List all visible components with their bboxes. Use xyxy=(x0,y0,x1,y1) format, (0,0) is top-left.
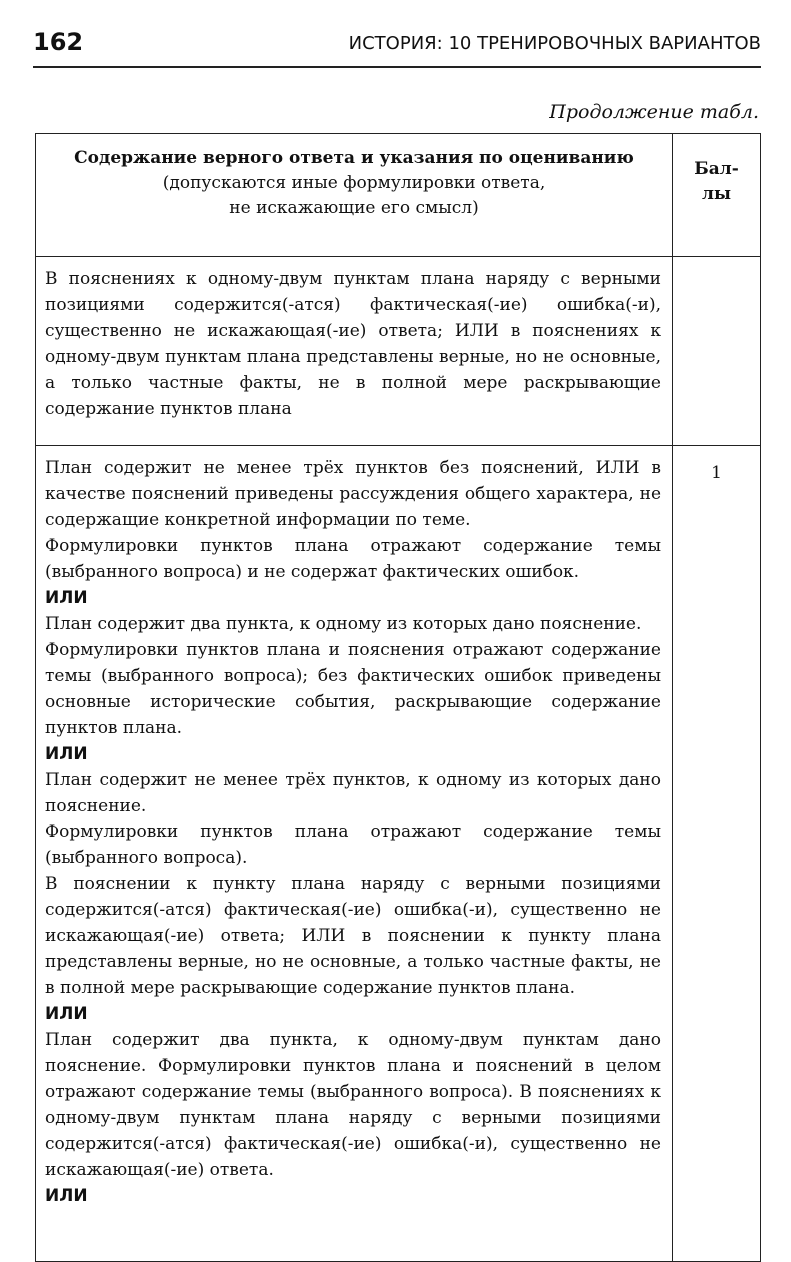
row-score-cell: 1 xyxy=(673,446,761,1262)
page-header xyxy=(33,26,761,68)
header-content-note-2: не искажающие его смысл) xyxy=(229,198,479,218)
or-separator: ИЛИ xyxy=(45,1004,88,1024)
or-separator: ИЛИ xyxy=(45,1186,88,1206)
page-number: 162 xyxy=(33,28,84,56)
criteria-paragraph: План содержит два пункта, к одному из которых дано пояснение. xyxy=(45,614,642,634)
criteria-paragraph: Формулировки пунктов плана отражают содержание темы (выбранного вопроса) и не содержат фактических ошибок. xyxy=(45,536,661,582)
criteria-paragraph: План содержит не менее трёх пунктов без пояснений, ИЛИ в качестве пояснений приведены рассуждения общего характера, не содержащие конкретной информации по теме. xyxy=(45,458,661,530)
header-content-cell xyxy=(36,134,673,257)
row-content-cell xyxy=(36,446,673,1262)
row-score-cell xyxy=(673,257,761,446)
criteria-paragraph: План содержит не менее трёх пунктов, к одному из которых дано пояснение. xyxy=(45,770,661,816)
header-score-line-1: Бал- xyxy=(694,159,739,179)
row-content-cell xyxy=(36,257,673,446)
grading-table xyxy=(35,133,761,1262)
table-row xyxy=(36,257,761,446)
header-score-line-2: лы xyxy=(701,184,732,204)
criteria-paragraph: Формулировки пунктов плана и пояснения отражают содержание темы (выбранного вопроса); без фактических ошибок приведены основные исторические события, раскрывающие содержание пунктов плана. xyxy=(45,640,661,738)
or-separator: ИЛИ xyxy=(45,744,88,764)
table-header-row xyxy=(36,134,761,257)
header-content-title: Содержание верного ответа и указания по оцениванию xyxy=(74,148,634,168)
table-continuation-label: Продолжение табл. xyxy=(549,101,759,123)
criteria-paragraph: Формулировки пунктов плана отражают содержание темы (выбранного вопроса). xyxy=(45,822,661,868)
running-title: ИСТОРИЯ: 10 ТРЕНИРОВОЧНЫХ ВАРИАНТОВ xyxy=(348,33,761,54)
row-text: В пояснениях к одному-двум пунктам плана наряду с верными позициями содержится(-атся) фактическая(-ие) ошибка(-и), существенно не искажающая(-ие) ответа; ИЛИ в пояснениях к одному-двум пунктам плана представлены верные, но не основные, а только частные факты, не в полной мере раскрывающие содержание пунктов плана xyxy=(45,269,661,419)
or-separator: ИЛИ xyxy=(45,588,88,608)
header-score-cell xyxy=(673,134,761,257)
criteria-paragraph: План содержит два пункта, к одному-двум пунктам дано пояснение. Формулировки пунктов плана и пояснений в целом отражают содержание темы (выбранного вопроса). В пояснениях к одному-двум пунктам плана наряду с верными позициями содержится(-атся) фактическая(-ие) ошибка(-и), существенно не искажающая(-ие) ответа. xyxy=(45,1030,661,1180)
header-content-note-1: (допускаются иные формулировки ответа, xyxy=(162,173,546,193)
criteria-paragraph: В пояснении к пункту плана наряду с верными позициями содержится(-атся) фактическая(-ие) ошибка(-и), существенно не искажающая(-ие) ответа; ИЛИ в пояснении к пункту плана представлены верные, но не основные, а только частные факты, не в полной мере раскрывающие содержание пунктов плана. xyxy=(45,874,661,998)
table-row xyxy=(36,446,761,1262)
